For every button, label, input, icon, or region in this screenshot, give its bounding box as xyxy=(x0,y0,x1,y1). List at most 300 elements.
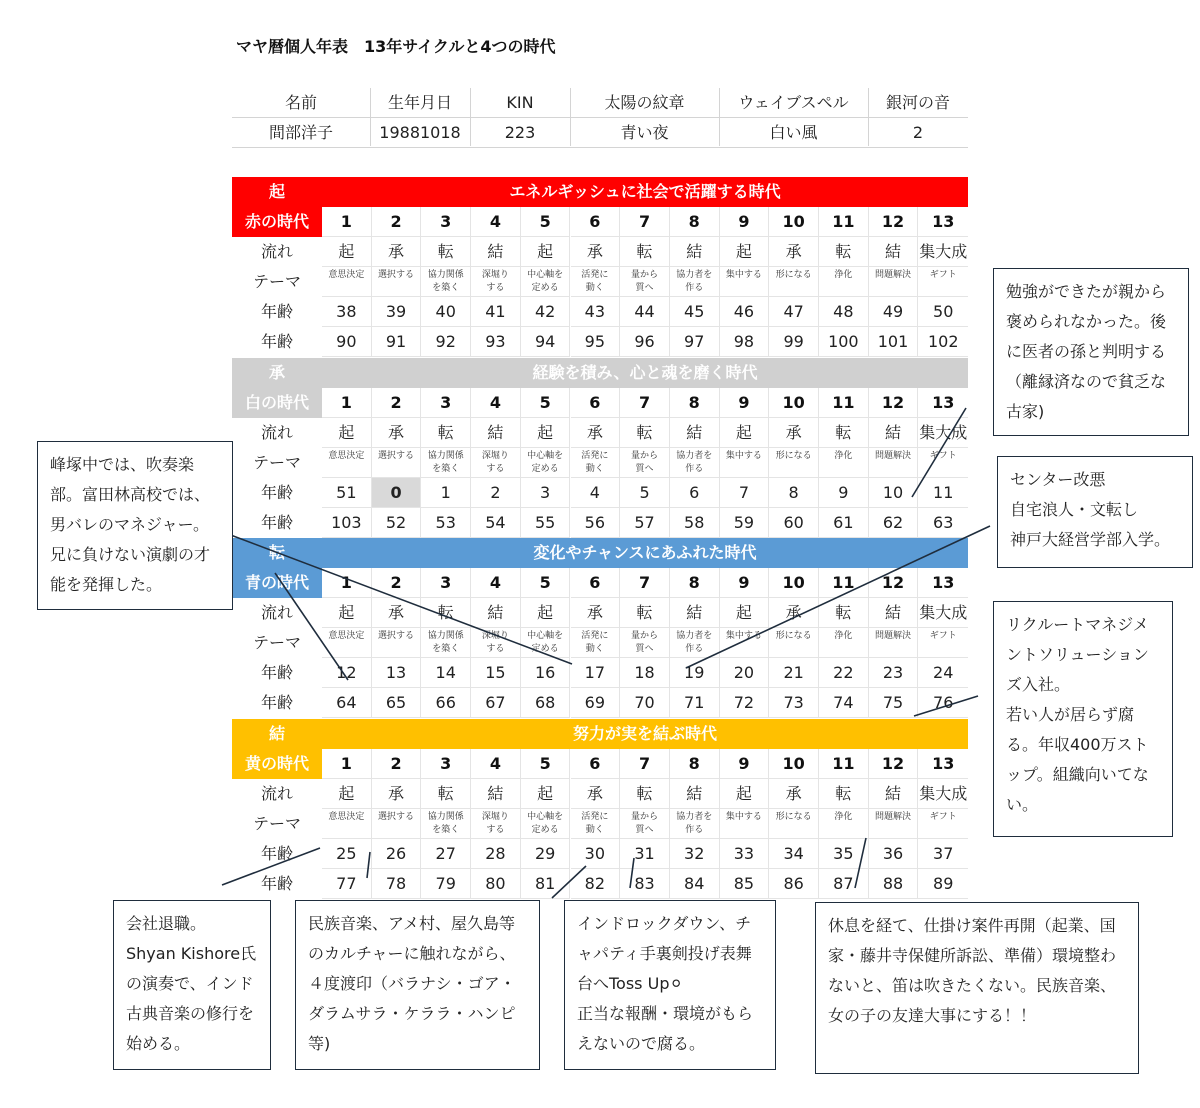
era-title: エネルギッシュに社会で活躍する時代 xyxy=(509,182,781,201)
table-cell: 転 xyxy=(620,598,670,628)
table-cell: 3 xyxy=(421,388,471,418)
table-cell: 96 xyxy=(620,327,670,357)
table-cell: ギフト xyxy=(918,628,968,658)
table-cell: 中心軸を 定める xyxy=(521,628,571,658)
table-cell: 結 xyxy=(471,418,521,448)
table-cell: 5 xyxy=(521,388,571,418)
table-cell: 41 xyxy=(471,297,521,327)
table-cell: 5 xyxy=(521,207,571,237)
era-title-band xyxy=(232,358,968,388)
table-cell: 103 xyxy=(322,508,372,538)
table-cell: 形になる xyxy=(769,809,819,839)
table-cell: 12 xyxy=(869,207,919,237)
table-cell: 25 xyxy=(322,839,372,869)
row-label: 黄の時代 xyxy=(232,749,322,779)
table-cell: 深堀り する xyxy=(471,628,521,658)
era-table-red xyxy=(232,177,968,357)
table-cell: 53 xyxy=(421,508,471,538)
cycle-number-row xyxy=(232,207,968,237)
table-cell: 16 xyxy=(521,658,571,688)
table-cell: 1 xyxy=(322,749,372,779)
table-cell: 中心軸を 定める xyxy=(521,267,571,297)
table-cell: 3 xyxy=(521,478,571,508)
table-cell: 集大成 xyxy=(918,418,968,448)
row-label: 流れ xyxy=(260,423,293,442)
table-cell: 13 xyxy=(918,749,968,779)
table-cell: 12 xyxy=(869,568,919,598)
table-cell: 47 xyxy=(769,297,819,327)
table-cell: 12 xyxy=(869,749,919,779)
row-label: 青の時代 xyxy=(232,568,322,598)
table-cell: 承 xyxy=(571,237,621,267)
flow-row xyxy=(232,418,968,448)
era-phase-kanji: 結 xyxy=(268,724,285,743)
table-cell: 42 xyxy=(521,297,571,327)
table-cell: 結 xyxy=(869,598,919,628)
annotation-note-resignation: 会社退職。 Shyan Kishore氏の演奏で、インド古典音楽の修行を始める。 xyxy=(113,900,271,1070)
era-title-band xyxy=(232,538,968,568)
table-cell: 9 xyxy=(720,749,770,779)
table-cell: 協力関係 を築く xyxy=(421,628,471,658)
profile-table xyxy=(232,88,968,146)
table-cell: 6 xyxy=(571,207,621,237)
profile-header: 銀河の音 xyxy=(885,93,950,112)
table-cell: 転 xyxy=(421,779,471,809)
table-cell: 24 xyxy=(918,658,968,688)
table-cell: 30 xyxy=(571,839,621,869)
table-cell: 2 xyxy=(471,478,521,508)
table-cell: 65 xyxy=(372,688,422,718)
table-cell: 浄化 xyxy=(819,809,869,839)
table-cell: 承 xyxy=(769,598,819,628)
table-cell: 44 xyxy=(620,297,670,327)
row-label: 年齢 xyxy=(260,513,293,532)
row-label: 年齢 xyxy=(260,663,293,682)
annotation-note-childhood: 勉強ができたが親から褒められなかった。後に医者の孫と判明する（離縁済なので貧乏な古家) xyxy=(993,268,1189,436)
profile-value: 青い夜 xyxy=(570,117,719,148)
table-cell: 10 xyxy=(769,207,819,237)
table-cell: 深堀り する xyxy=(471,448,521,478)
table-cell: 73 xyxy=(769,688,819,718)
table-cell: 40 xyxy=(421,297,471,327)
table-cell: 15 xyxy=(471,658,521,688)
table-cell: 承 xyxy=(372,418,422,448)
table-cell: 中心軸を 定める xyxy=(521,448,571,478)
table-cell: 浄化 xyxy=(819,448,869,478)
flow-row xyxy=(232,779,968,809)
cycle-number-row xyxy=(232,568,968,598)
table-cell: 協力者を 作る xyxy=(670,628,720,658)
table-cell: 80 xyxy=(471,869,521,899)
table-cell: 8 xyxy=(670,207,720,237)
table-cell: 協力者を 作る xyxy=(670,267,720,297)
table-cell: 3 xyxy=(421,207,471,237)
table-cell: 66 xyxy=(421,688,471,718)
table-cell: 18 xyxy=(620,658,670,688)
table-cell: 13 xyxy=(918,568,968,598)
table-cell: 11 xyxy=(819,749,869,779)
profile-col-birthdate xyxy=(370,88,471,146)
table-cell: 4 xyxy=(471,388,521,418)
profile-value: 2 xyxy=(868,117,968,148)
table-cell: 72 xyxy=(720,688,770,718)
table-cell: 2 xyxy=(372,388,422,418)
table-cell: 結 xyxy=(869,237,919,267)
table-cell: 12 xyxy=(322,658,372,688)
table-cell: 起 xyxy=(322,598,372,628)
table-cell: 9 xyxy=(720,568,770,598)
table-cell: 23 xyxy=(869,658,919,688)
table-cell: 9 xyxy=(819,478,869,508)
table-cell: 8 xyxy=(670,388,720,418)
table-cell: 10 xyxy=(769,568,819,598)
table-cell: 2 xyxy=(372,207,422,237)
table-cell: 起 xyxy=(720,779,770,809)
table-cell: 集中する xyxy=(720,809,770,839)
table-cell: 37 xyxy=(918,839,968,869)
annotation-note-university: センター改悪 自宅浪人・文転し 神戸大経営学部入学。 xyxy=(997,456,1193,568)
table-cell: 31 xyxy=(620,839,670,869)
table-cell: 64 xyxy=(322,688,372,718)
table-cell: 起 xyxy=(720,418,770,448)
table-cell: 38 xyxy=(322,297,372,327)
table-cell: 7 xyxy=(620,207,670,237)
table-cell: 6 xyxy=(571,388,621,418)
table-cell: 4 xyxy=(471,207,521,237)
table-cell: 54 xyxy=(471,508,521,538)
flow-row xyxy=(232,237,968,267)
cycle-number-row xyxy=(232,388,968,418)
table-cell: 69 xyxy=(571,688,621,718)
table-cell: 94 xyxy=(521,327,571,357)
table-cell: 11 xyxy=(819,568,869,598)
table-cell: 協力関係 を築く xyxy=(421,448,471,478)
table-cell: 6 xyxy=(670,478,720,508)
table-cell: 承 xyxy=(769,779,819,809)
row-label: 赤の時代 xyxy=(232,207,322,237)
row-label: 白の時代 xyxy=(232,388,322,418)
table-cell: 選択する xyxy=(372,267,422,297)
table-cell: 深堀り する xyxy=(471,809,521,839)
table-cell: 意思決定 xyxy=(322,628,372,658)
table-cell: 活発に 動く xyxy=(571,448,621,478)
row-label: 年齢 xyxy=(260,693,293,712)
table-cell: 形になる xyxy=(769,628,819,658)
table-cell: 90 xyxy=(322,327,372,357)
theme-row xyxy=(232,267,968,297)
era-title-band xyxy=(232,719,968,749)
table-cell: 問題解決 xyxy=(869,267,919,297)
table-cell: 意思決定 xyxy=(322,267,372,297)
table-cell: 承 xyxy=(372,598,422,628)
table-cell: 形になる xyxy=(769,448,819,478)
table-cell: 74 xyxy=(819,688,869,718)
table-cell: 6 xyxy=(571,568,621,598)
era-table-yellow xyxy=(232,719,968,899)
table-cell: 集中する xyxy=(720,448,770,478)
table-cell: 集中する xyxy=(720,267,770,297)
table-cell: 48 xyxy=(819,297,869,327)
table-cell: 39 xyxy=(372,297,422,327)
table-cell: 35 xyxy=(819,839,869,869)
era-phase-kanji: 起 xyxy=(268,182,285,201)
table-cell: 7 xyxy=(620,568,670,598)
table-cell: 13 xyxy=(918,388,968,418)
table-cell: 76 xyxy=(918,688,968,718)
table-cell: 5 xyxy=(620,478,670,508)
table-cell: 中心軸を 定める xyxy=(521,809,571,839)
table-cell: 活発に 動く xyxy=(571,267,621,297)
profile-header: 名前 xyxy=(284,93,317,112)
table-cell: 43 xyxy=(571,297,621,327)
table-cell: 問題解決 xyxy=(869,809,919,839)
profile-col-kin xyxy=(470,88,571,146)
table-cell: 62 xyxy=(869,508,919,538)
row-label: 年齢 xyxy=(260,844,293,863)
table-cell: 81 xyxy=(521,869,571,899)
profile-col-name xyxy=(232,88,371,146)
table-cell: 50 xyxy=(918,297,968,327)
row-label: 年齢 xyxy=(260,483,293,502)
table-cell: 8 xyxy=(670,749,720,779)
profile-header: 生年月日 xyxy=(387,93,452,112)
row-label: 年齢 xyxy=(260,302,293,321)
table-cell: 11 xyxy=(918,478,968,508)
table-cell: 67 xyxy=(471,688,521,718)
table-cell: 32 xyxy=(670,839,720,869)
table-cell: 結 xyxy=(670,779,720,809)
table-cell: 78 xyxy=(372,869,422,899)
table-cell: 84 xyxy=(670,869,720,899)
table-cell: 13 xyxy=(372,658,422,688)
table-cell: 起 xyxy=(720,237,770,267)
table-cell: 11 xyxy=(819,207,869,237)
table-cell: 起 xyxy=(521,598,571,628)
table-cell: 浄化 xyxy=(819,628,869,658)
row-label: テーマ xyxy=(252,814,301,833)
table-cell: ギフト xyxy=(918,809,968,839)
table-cell: 46 xyxy=(720,297,770,327)
table-cell: 選択する xyxy=(372,448,422,478)
table-cell: 転 xyxy=(819,779,869,809)
era-table-blue xyxy=(232,538,968,718)
table-cell: 51 xyxy=(322,478,372,508)
table-cell: 6 xyxy=(571,749,621,779)
table-cell: 2 xyxy=(372,749,422,779)
table-cell: 選択する xyxy=(372,628,422,658)
table-cell: 意思決定 xyxy=(322,448,372,478)
table-cell: 33 xyxy=(720,839,770,869)
table-cell: 起 xyxy=(322,237,372,267)
profile-value: 223 xyxy=(470,117,570,148)
table-cell: 1 xyxy=(322,568,372,598)
age-row xyxy=(232,327,968,357)
theme-row xyxy=(232,448,968,478)
table-cell: 102 xyxy=(918,327,968,357)
table-cell: 結 xyxy=(670,237,720,267)
cycle-number-row xyxy=(232,749,968,779)
table-cell: 転 xyxy=(620,237,670,267)
table-cell: 71 xyxy=(670,688,720,718)
table-cell: 集大成 xyxy=(918,779,968,809)
table-cell: 101 xyxy=(869,327,919,357)
table-cell: 55 xyxy=(521,508,571,538)
table-cell: 59 xyxy=(720,508,770,538)
table-cell: 58 xyxy=(670,508,720,538)
table-cell: 70 xyxy=(620,688,670,718)
table-cell: 協力者を 作る xyxy=(670,809,720,839)
profile-value: 間部洋子 xyxy=(232,117,370,148)
table-cell: 活発に 動く xyxy=(571,809,621,839)
table-cell: 起 xyxy=(720,598,770,628)
table-cell: 承 xyxy=(571,779,621,809)
table-cell: 29 xyxy=(521,839,571,869)
table-cell: 3 xyxy=(421,749,471,779)
table-cell: 77 xyxy=(322,869,372,899)
table-cell: 結 xyxy=(670,598,720,628)
table-cell: 14 xyxy=(421,658,471,688)
table-cell: 75 xyxy=(869,688,919,718)
table-cell: 79 xyxy=(421,869,471,899)
table-cell: 5 xyxy=(521,749,571,779)
table-cell: 9 xyxy=(720,207,770,237)
table-cell: 22 xyxy=(819,658,869,688)
table-cell: 99 xyxy=(769,327,819,357)
table-cell: 60 xyxy=(769,508,819,538)
table-cell: 86 xyxy=(769,869,819,899)
table-cell: 28 xyxy=(471,839,521,869)
age-row xyxy=(232,508,968,538)
table-cell: 83 xyxy=(620,869,670,899)
table-cell: 選択する xyxy=(372,809,422,839)
table-cell: 問題解決 xyxy=(869,628,919,658)
table-cell: ギフト xyxy=(918,267,968,297)
row-label: 流れ xyxy=(260,242,293,261)
table-cell: 結 xyxy=(471,779,521,809)
row-label: 流れ xyxy=(260,603,293,622)
table-cell: 97 xyxy=(670,327,720,357)
row-label: 年齢 xyxy=(260,874,293,893)
table-cell: 27 xyxy=(421,839,471,869)
era-table-white xyxy=(232,358,968,538)
table-cell: 転 xyxy=(421,418,471,448)
table-cell: 8 xyxy=(670,568,720,598)
table-cell: 1 xyxy=(322,207,372,237)
table-cell: 57 xyxy=(620,508,670,538)
table-cell: 起 xyxy=(521,779,571,809)
table-cell: 9 xyxy=(720,388,770,418)
table-cell: 11 xyxy=(819,388,869,418)
table-cell: 転 xyxy=(620,779,670,809)
table-cell: 1 xyxy=(421,478,471,508)
table-cell: 協力者を 作る xyxy=(670,448,720,478)
annotation-note-india-travel: 民族音楽、アメ村、屋久島等のカルチャーに触れながら、４度渡印（バラナシ・ゴア・ダラムサラ・ケララ・ハンピ等) xyxy=(295,900,540,1070)
era-title: 努力が実を結ぶ時代 xyxy=(572,724,717,743)
table-cell: 1 xyxy=(322,388,372,418)
table-cell: 68 xyxy=(521,688,571,718)
table-cell: 転 xyxy=(819,598,869,628)
table-cell: 2 xyxy=(372,568,422,598)
table-cell: 98 xyxy=(720,327,770,357)
profile-value: 白い風 xyxy=(719,117,868,148)
table-cell: 承 xyxy=(571,598,621,628)
table-cell: 92 xyxy=(421,327,471,357)
table-cell: 20 xyxy=(720,658,770,688)
table-cell: 82 xyxy=(571,869,621,899)
table-cell: 3 xyxy=(421,568,471,598)
table-cell: 45 xyxy=(670,297,720,327)
table-cell: 転 xyxy=(421,598,471,628)
table-cell: 形になる xyxy=(769,267,819,297)
table-cell: 転 xyxy=(819,237,869,267)
table-cell: 63 xyxy=(918,508,968,538)
table-cell: 89 xyxy=(918,869,968,899)
table-cell: 4 xyxy=(471,568,521,598)
table-cell: 5 xyxy=(521,568,571,598)
table-cell: 93 xyxy=(471,327,521,357)
table-cell: 承 xyxy=(571,418,621,448)
page-title: マヤ暦個人年表 13年サイクルと4つの時代 xyxy=(236,37,556,56)
table-cell: 問題解決 xyxy=(869,448,919,478)
profile-col-wavespell xyxy=(719,88,869,146)
annotation-note-career: リクルートマネジメントソリューションズ入社。 若い人が居らず腐る。年収400万ストップ。組織向いてない。 xyxy=(993,601,1173,837)
profile-header: ウェイブスペル xyxy=(738,93,849,112)
table-cell: 87 xyxy=(819,869,869,899)
table-cell: 100 xyxy=(819,327,869,357)
theme-row xyxy=(232,628,968,658)
table-cell: 浄化 xyxy=(819,267,869,297)
annotation-note-lockdown: インドロックダウン、チャパティ手裏剣投げ表舞台へToss Up⚪ 正当な報酬・環境がもらえないので腐る。 xyxy=(564,900,776,1070)
table-cell: 集大成 xyxy=(918,598,968,628)
era-phase-kanji: 承 xyxy=(268,363,285,382)
table-cell: 起 xyxy=(521,237,571,267)
table-cell: 起 xyxy=(322,779,372,809)
table-cell: 88 xyxy=(869,869,919,899)
age-row xyxy=(232,478,968,508)
age-row xyxy=(232,839,968,869)
table-cell: 52 xyxy=(372,508,422,538)
table-cell: 結 xyxy=(670,418,720,448)
table-cell: 91 xyxy=(372,327,422,357)
table-cell: 10 xyxy=(769,749,819,779)
table-cell: 0 xyxy=(372,478,422,508)
era-title: 経験を積み、心と魂を磨く時代 xyxy=(532,363,758,382)
table-cell: 集中する xyxy=(720,628,770,658)
table-cell: 61 xyxy=(819,508,869,538)
table-cell: 意思決定 xyxy=(322,809,372,839)
table-cell: 7 xyxy=(620,388,670,418)
profile-header: KIN xyxy=(506,93,534,112)
table-cell: 結 xyxy=(869,779,919,809)
table-cell: 承 xyxy=(769,237,819,267)
table-cell: 56 xyxy=(571,508,621,538)
age-row xyxy=(232,688,968,718)
table-cell: 量から 質へ xyxy=(620,267,670,297)
era-title: 変化やチャンスにあふれた時代 xyxy=(533,543,757,562)
era-title-band xyxy=(232,177,968,207)
table-cell: 深堀り する xyxy=(471,267,521,297)
table-cell: 承 xyxy=(769,418,819,448)
table-cell: 結 xyxy=(869,418,919,448)
table-cell: 85 xyxy=(720,869,770,899)
table-cell: 7 xyxy=(620,749,670,779)
table-cell: 活発に 動く xyxy=(571,628,621,658)
profile-col-galactic-tone xyxy=(868,88,968,146)
table-cell: 10 xyxy=(769,388,819,418)
table-cell: 4 xyxy=(571,478,621,508)
table-cell: 17 xyxy=(571,658,621,688)
annotation-note-school: 峰塚中では、吹奏楽部。富田林高校では、男バレのマネジャー。兄に負けない演劇の才能を発揮した。 xyxy=(37,441,233,610)
